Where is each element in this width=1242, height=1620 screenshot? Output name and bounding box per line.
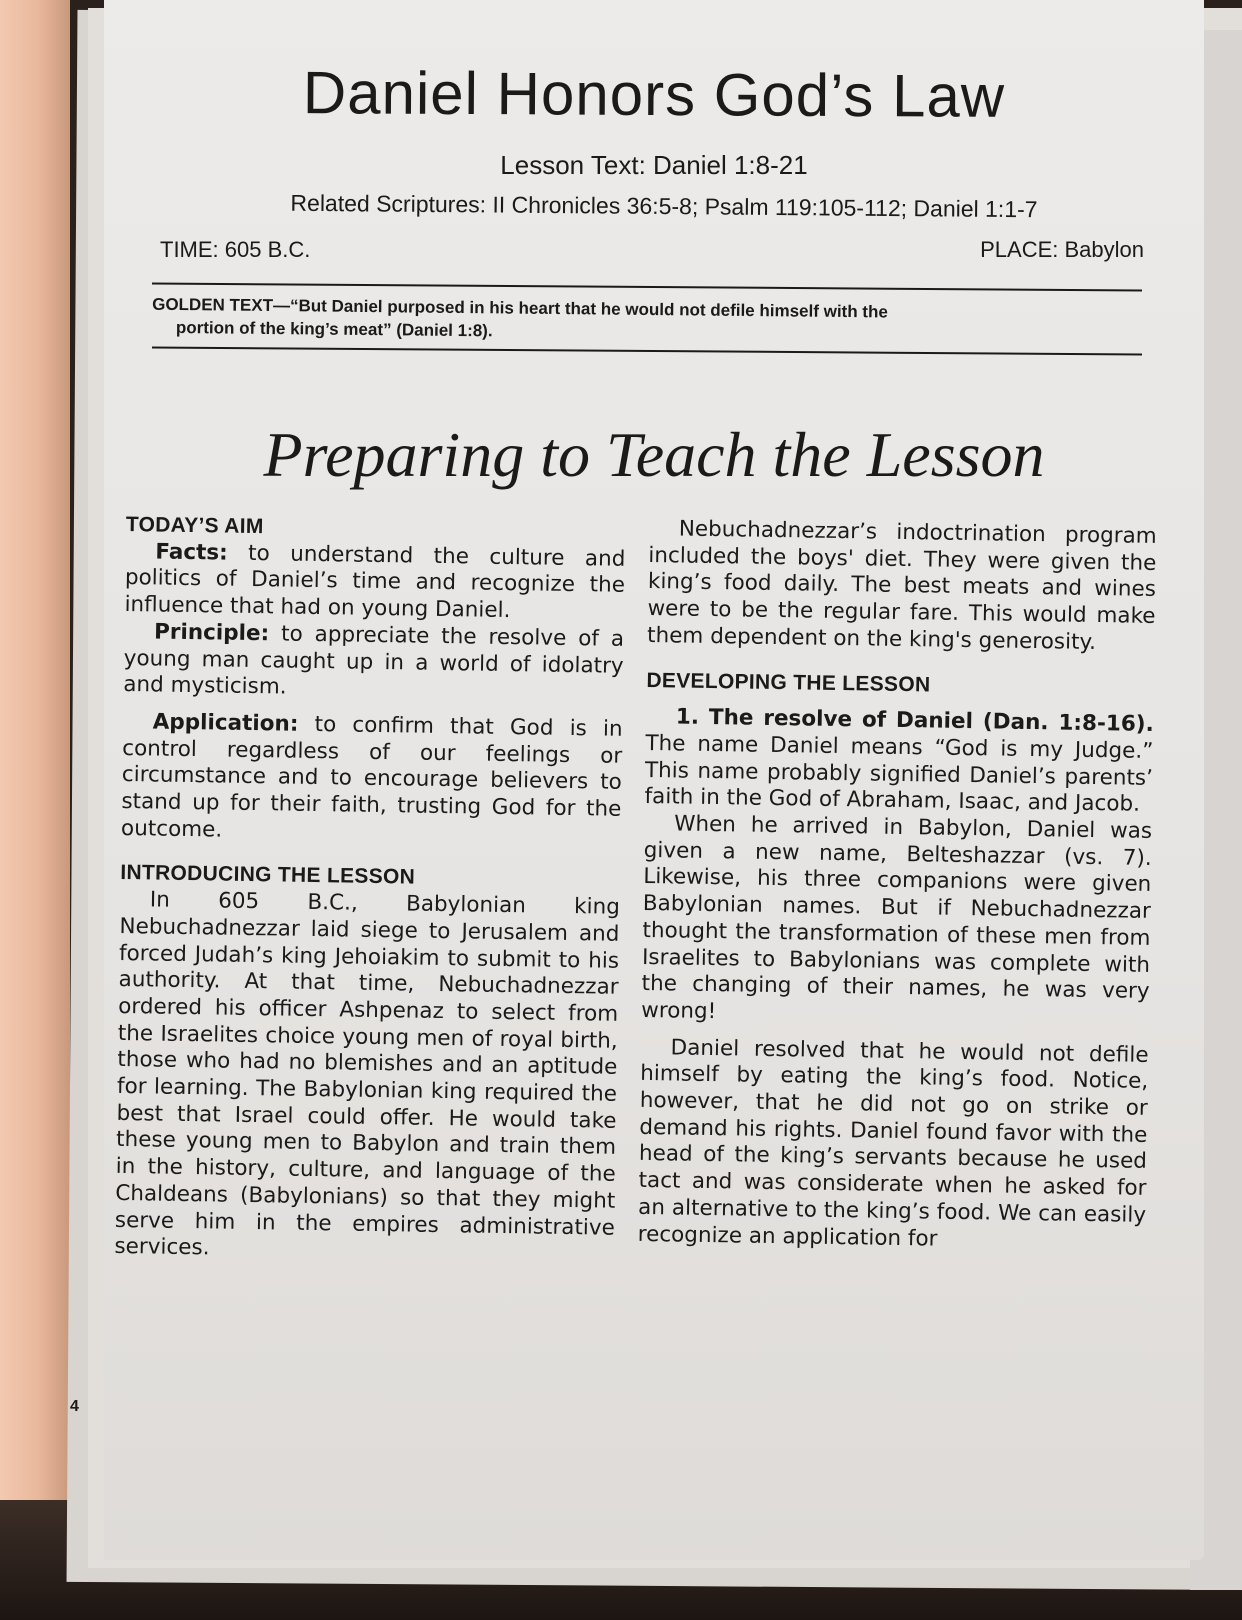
developing-heading: DEVELOPING THE LESSON [646,668,931,696]
aim-application [121,709,623,850]
aim-facts [124,539,625,627]
aim-heading: TODAY’S AIM [125,512,264,539]
lesson-text-reference: Lesson Text: Daniel 1:8-21 [500,150,808,180]
intro-continued-paragraph: Nebuchadnezzar’s indoctrination program included the boys' diet. They were given the king’s food daily. The best meats and wines were to be the regular fare. This would make them dependent on the king's generosity. [646,516,1157,655]
aim-principle [123,619,624,707]
related-scriptures: Related Scriptures: II Chronicles 36:5-8; Psalm 119:105-112; Daniel 1:1-7 [290,189,1038,223]
golden-text-bottom-rule [152,347,1142,356]
point-1-text: The name Daniel means “God is my Judge.” This name probably signified Daniel’s parents’ faith in the God of Abraham, Isaac, and Jacob. [644,730,1154,818]
application-lead: Application: [152,709,299,737]
intro-heading: INTRODUCING THE LESSON [120,861,416,890]
section-title: Preparing to Teach the Lesson [263,419,1045,490]
application-text: to confirm that God is in control regardless of our feelings or circumstance and to encourage believers to stand up for their faith, trusting God for the outcome. [120,711,623,843]
golden-text-line-2: portion of the king’s meat” (Daniel 1:8). [175,318,493,341]
left-column [114,512,626,1269]
paragraph-resolve: Daniel resolved that he would not defile himself by eating the king’s food. Notice, however, that he did not go on strike or demand his rights. Daniel found favor with the head of the king’s servants because he used tact and was considerate when he asked for an alternative to the king’s food. We can easily recognize an application for [637,1035,1149,1252]
paragraph-new-name: When he arrived in Babylon, Daniel was given a new name, Belteshazzar (vs. 7). Likewise, his three companions were given Babylonian names. But if Nebuchadnezzar thought the transformation of these men from Israelites to Babylonians was complete with the changing of their names, he was very wrong! [641,811,1153,1025]
time-label: TIME: 605 B.C. [160,237,311,262]
principle-text: to appreciate the resolve of a young man caught up in a world of idolatry and mysticism. [123,621,625,700]
facts-lead: Facts: [155,539,228,566]
point-1-lead: 1. The resolve of Daniel (Dan. 1:8-16). [675,704,1154,738]
booklet-page [70,0,1204,1560]
page-number: 4 [70,1398,79,1415]
background-surface [0,0,70,1620]
principle-lead: Principle: [153,619,270,647]
lesson-title: Daniel Honors God’s Law [302,59,1006,130]
golden-text [152,293,1152,349]
golden-text-line-1: GOLDEN TEXT—“But Daniel purposed in his heart that he would not defile himself with the [152,294,888,322]
intro-paragraph: In 605 B.C., Babylonian king Nebuchadnezzar laid siege to Jerusalem and forced Judah’s king Jehoiakim to submit to his authority. At that time, Nebuchadnezzar ordered his officer Ashpenaz to select from the Israelites choice young men of royal birth, those who had no blemishes and an aptitude for learning. The Babylonian king required the best that Israel could offer. He would take these young men to Babylon and train them in the history, culture, and language of the Chaldeans (Babylonians) so that they might serve him in the empires administrative services. [114,887,621,1261]
point-1-paragraph [644,704,1154,819]
right-column [637,516,1156,1256]
place-label: PLACE: Babylon [980,237,1144,262]
golden-text-top-rule [152,283,1142,292]
facts-text: to understand the culture and politics of Daniel’s time and recognize the influence that had on young Daniel. [124,540,626,624]
